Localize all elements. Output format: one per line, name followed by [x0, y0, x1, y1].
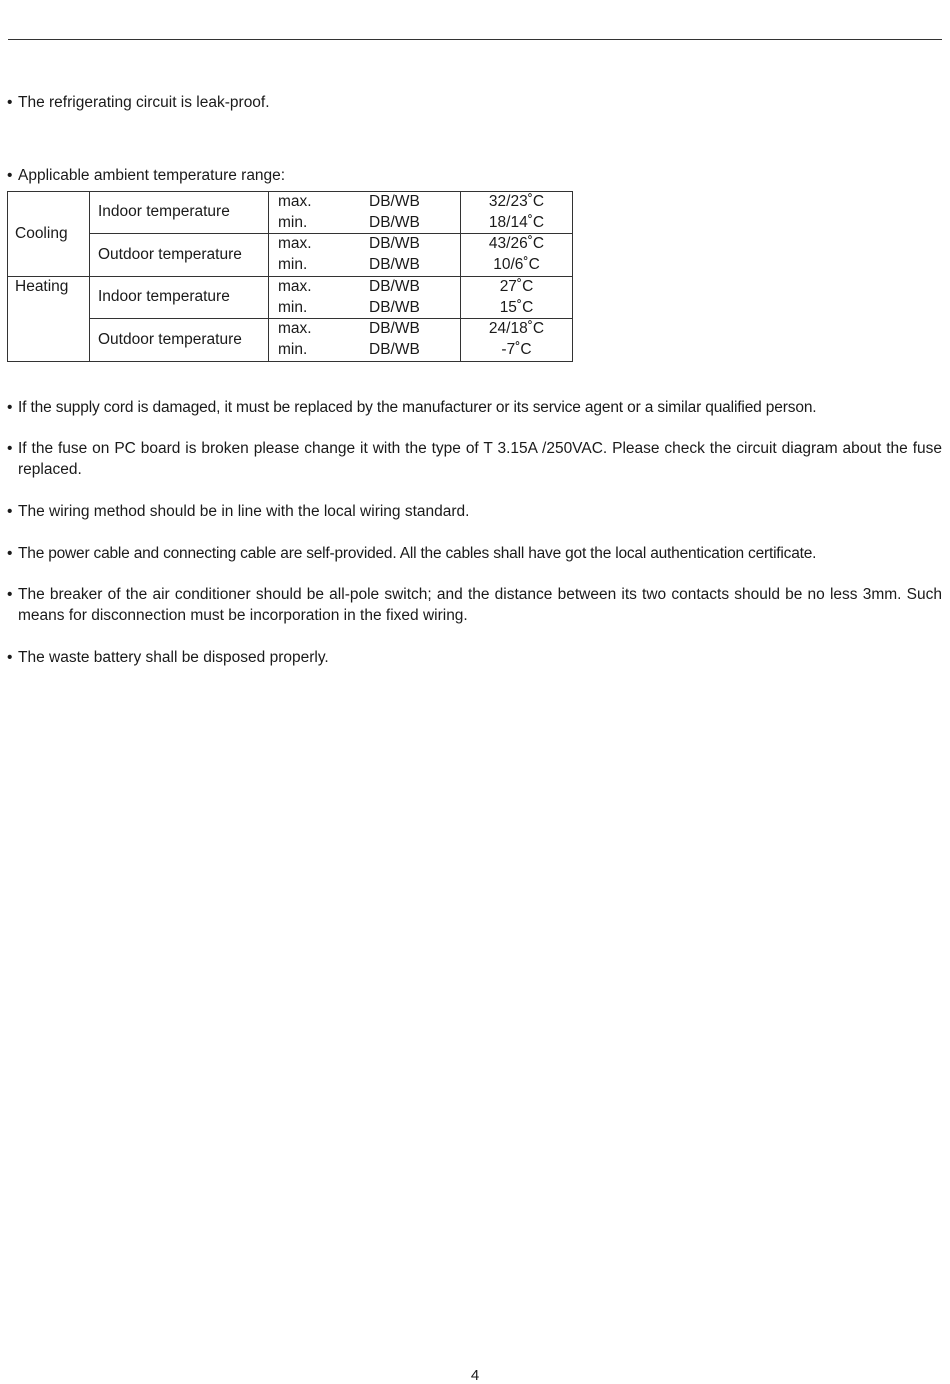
bulb-cell: DB/WB [369, 276, 461, 297]
page-number: 4 [470, 1367, 480, 1384]
limit-cell: max. [269, 234, 370, 255]
bullet: • [7, 586, 13, 603]
paragraph-wiring-method [7, 501, 942, 522]
bullet: • [7, 545, 13, 562]
limit-cell: max. [269, 276, 370, 297]
paragraph-temperature-range [7, 165, 942, 186]
location-cell: Indoor temperature [90, 192, 269, 234]
mode-cooling-cell: Cooling [8, 192, 90, 277]
paragraph-text: The refrigerating circuit is leak-proof. [18, 94, 270, 111]
limit-cell: min. [278, 256, 308, 274]
limit-cell: min. [278, 213, 308, 231]
table-row [8, 319, 573, 340]
paragraph-text: The waste battery shall be disposed properly. [18, 649, 329, 666]
bulb-cell: DB/WB [369, 213, 461, 234]
bulb-cell: DB/WB [369, 234, 461, 255]
bulb-cell: DB/WB [369, 298, 461, 319]
value-cell: 24/18˚C [461, 319, 573, 340]
value-cell: -7˚C [461, 340, 573, 361]
value-cell: 18/14˚C [461, 213, 573, 234]
table-row [8, 192, 573, 213]
limit-cell: max. [269, 192, 370, 213]
paragraph-text: The breaker of the air conditioner should be all-pole switch; and the distance between its two contacts should be no less 3mm. Such means for disconnection must be incorporation in the fixed wiring. [18, 586, 942, 624]
paragraph-supply-cord [7, 397, 942, 418]
header-rule [8, 39, 942, 40]
value-cell: 27˚C [461, 276, 573, 297]
paragraph-text: Applicable ambient temperature range: [18, 167, 286, 184]
bullet: • [7, 94, 13, 111]
bulb-cell: DB/WB [369, 192, 461, 213]
limit-cell: min. [278, 298, 308, 316]
paragraph-leak-proof [7, 92, 942, 113]
value-cell: 15˚C [461, 298, 573, 319]
bullet: • [7, 649, 13, 666]
bullet: • [7, 440, 13, 457]
ambient-temperature-table [7, 191, 573, 362]
paragraph-text: If the fuse on PC board is broken please change it with the type of T 3.15A /250VAC. Please check the circuit diagram about the fuse replaced. [18, 440, 942, 478]
paragraph-text: If the supply cord is damaged, it must be replaced by the manufacturer or its service agent or a similar qualified person. [18, 399, 817, 416]
bullet: • [7, 167, 13, 184]
paragraph-breaker [7, 584, 942, 626]
value-cell: 43/26˚C [461, 234, 573, 255]
bullet: • [7, 503, 13, 520]
table-row [8, 234, 573, 255]
table-row [8, 276, 573, 297]
paragraph-text: The power cable and connecting cable are self-provided. All the cables shall have got the local authentication certificate. [18, 545, 817, 562]
location-cell: Indoor temperature [90, 276, 269, 318]
location-cell: Outdoor temperature [90, 234, 269, 276]
limit-cell: min. [269, 340, 370, 361]
bullet: • [7, 399, 13, 416]
paragraph-fuse [7, 438, 942, 480]
bulb-cell: DB/WB [369, 340, 461, 361]
paragraph-waste-battery [7, 647, 942, 668]
paragraph-text: The wiring method should be in line with the local wiring standard. [18, 503, 470, 520]
paragraph-power-cable [7, 543, 942, 564]
bulb-cell: DB/WB [369, 319, 461, 340]
mode-heating-cell: Heating [8, 276, 90, 361]
value-cell: 10/6˚C [461, 255, 573, 276]
limit-cell: max. [269, 319, 370, 340]
bulb-cell: DB/WB [369, 255, 461, 276]
value-cell: 32/23˚C [461, 192, 573, 213]
location-cell: Outdoor temperature [90, 319, 269, 361]
